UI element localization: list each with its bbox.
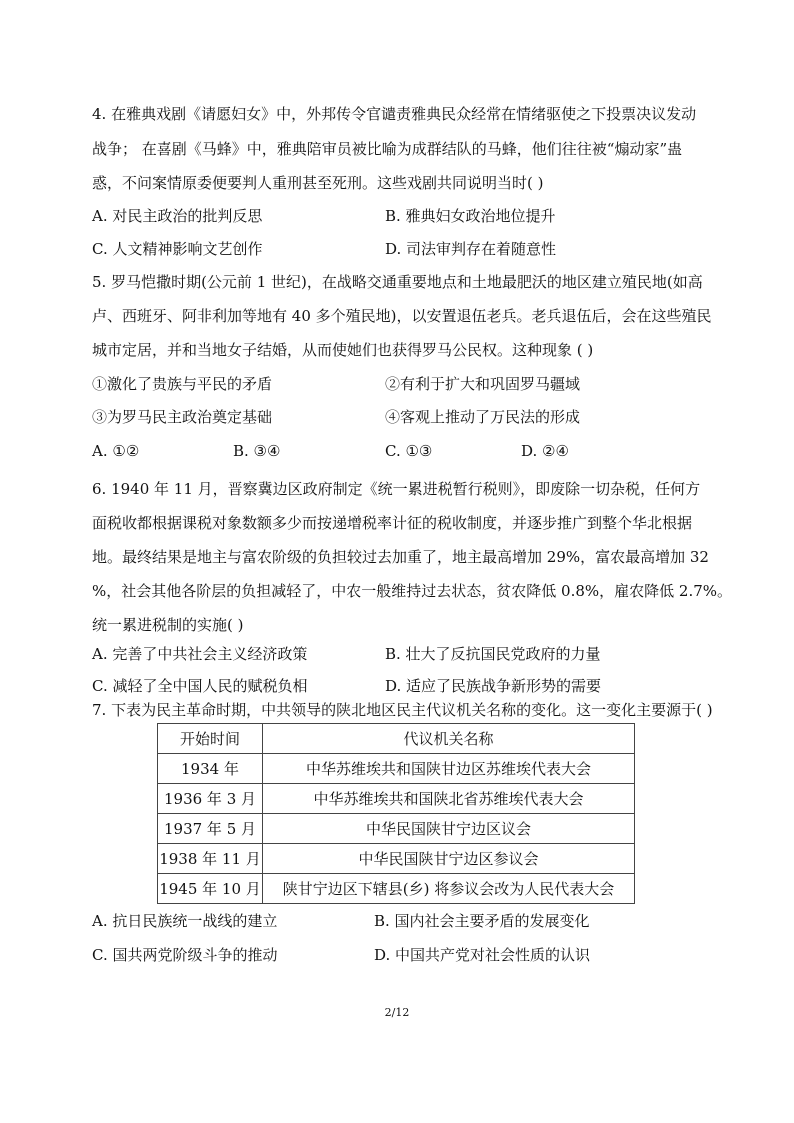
table-header-body-name: 代议机关名称 [263,724,635,754]
question-5-item-1: ①激化了贵族与平民的矛盾 [92,375,273,393]
question-7-line-1: 7. 下表为民主革命时期，中共领导的陕北地区民主代议机关名称的变化。这一变化主要源于( ) [92,701,713,719]
table-row [158,784,635,814]
question-4-option-d: D. 司法审判存在着随意性 [385,240,557,258]
question-5-line-2: 卢、西班牙、阿非利加等地有 40 多个殖民地)，以安置退伍老兵。老兵退伍后，会在这些殖民 [92,307,712,325]
question-5-option-b: B. ③④ [233,442,281,460]
question-7-option-b: B. 国内社会主要矛盾的发展变化 [374,912,590,930]
table-header-start-time: 开始时间 [158,724,263,754]
table-header-row [158,724,635,754]
question-5-item-4: ④客观上推动了万民法的形成 [385,408,581,426]
question-4-option-b: B. 雅典妇女政治地位提升 [385,207,556,225]
question-5-item-2: ②有利于扩大和巩固罗马疆域 [385,375,581,393]
question-5-line-3: 城市定居，并和当地女子结婚，从而使她们也获得罗马公民权。这种现象 ( ) [92,341,594,359]
question-7-option-c: C. 国共两党阶级斗争的推动 [92,946,278,964]
table-cell-time: 1937 年 5 月 [158,814,263,844]
question-4-option-a: A. 对民主政治的批判反思 [92,207,263,225]
question-4-line-1: 4. 在雅典戏剧《请愿妇女》中，外邦传令官谴责雅典民众经常在情绪驱使之下投票决议发动 [92,105,697,123]
question-4-line-2: 战争； 在喜剧《马蜂》中，雅典陪审员被比喻为成群结队的马蜂，他们往往被“煽动家”蛊 [92,140,683,158]
question-6-option-b: B. 壮大了反抗国民党政府的力量 [385,645,601,663]
question-6-line-1: 6. 1940 年 11 月，晋察冀边区政府制定《统一累进税暂行税则》，即废除一切杂税，任何方 [92,480,701,498]
question-6-option-d: D. 适应了民族战争新形势的需要 [385,677,602,695]
question-5-line-1: 5. 罗马恺撒时期(公元前 1 世纪)，在战略交通重要地点和土地最肥沃的地区建立殖民地(如高 [92,273,703,291]
question-7-option-d: D. 中国共产党对社会性质的认识 [374,946,591,964]
page-number: 2/12 [384,1006,410,1019]
table-cell-name: 中华民国陕甘宁边区议会 [263,814,635,844]
question-5-option-d: D. ②④ [521,442,569,460]
table-cell-name: 中华民国陕甘宁边区参议会 [263,844,635,874]
table-cell-time: 1938 年 11 月 [158,844,263,874]
question-7-option-a: A. 抗日民族统一战线的建立 [92,912,278,930]
question-6-line-2: 面税收都根据课税对象数额多少而按递增税率计征的税收制度，并逐步推广到整个华北根据 [92,514,693,532]
representative-body-table [157,723,635,904]
question-6-line-5: 统一累进税制的实施( ) [92,616,244,634]
table-cell-name: 中华苏维埃共和国陕甘边区苏维埃代表大会 [263,754,635,784]
table-row [158,874,635,904]
question-5-option-c: C. ①③ [385,442,433,460]
question-6-line-4: %，社会其他各阶层的负担减轻了，中农一般维持过去状态，贫农降低 0.8%，雇农降低 2.7%。 [92,582,733,600]
question-6-option-c: C. 减轻了全中国人民的赋税负相 [92,677,308,695]
table-row [158,814,635,844]
table-cell-time: 1945 年 10 月 [158,874,263,904]
question-4-line-3: 惑，不问案情原委便要判人重刑甚至死刑。这些戏剧共同说明当时( ) [92,174,544,192]
table-cell-time: 1936 年 3 月 [158,784,263,814]
table-cell-name: 陕甘宁边区下辖县(乡) 将参议会改为人民代表大会 [263,874,635,904]
question-6-option-a: A. 完善了中共社会主义经济政策 [92,645,308,663]
question-5-item-3: ③为罗马民主政治奠定基础 [92,408,273,426]
question-5-option-a: A. ①② [92,442,140,460]
table-cell-name: 中华苏维埃共和国陕北省苏维埃代表大会 [263,784,635,814]
question-4-option-c: C. 人文精神影响文艺创作 [92,240,263,258]
table-row [158,754,635,784]
table-row [158,844,635,874]
table-cell-time: 1934 年 [158,754,263,784]
question-6-line-3: 地。最终结果是地主与富农阶级的负担较过去加重了，地主最高增加 29%，富农最高增加 32 [92,548,709,566]
